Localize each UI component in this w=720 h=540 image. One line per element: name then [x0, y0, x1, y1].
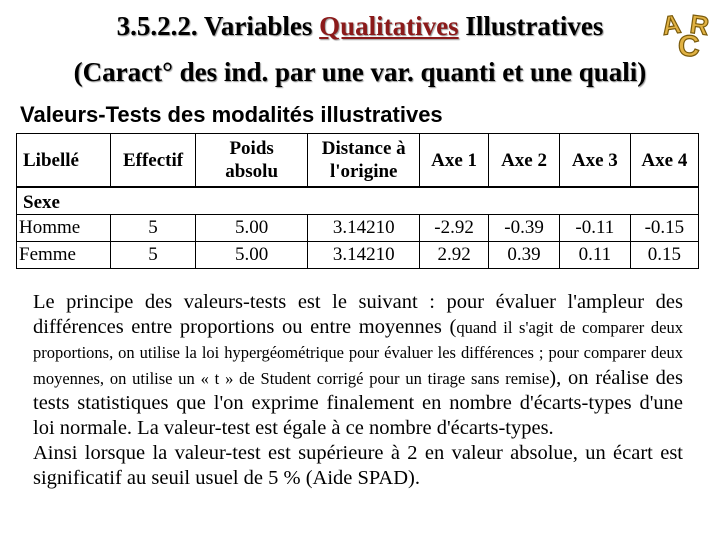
cell-axe-2: 0.39 [489, 242, 560, 269]
table-section-row [17, 187, 699, 215]
header-axe-1: Axe 1 [420, 134, 489, 188]
paragraph-part-3: Ainsi lorsque la valeur-test est supérieure à 2 en valeur absolue, un écart est significatif au seuil usuel de 5 % (Aide SPAD). [33, 442, 683, 490]
cell-axe-3: -0.11 [559, 215, 630, 242]
slide-title-line-1 [0, 10, 720, 42]
logo-letter-c: C [678, 30, 700, 63]
header-poids-absolu: Poids absolu [195, 134, 308, 188]
logo-letter-r: R [688, 8, 711, 42]
cell-axe-1: -2.92 [420, 215, 489, 242]
logo-letter-a: A [659, 8, 683, 41]
cell-effectif: 5 [111, 242, 196, 269]
cell-axe-3: 0.11 [559, 242, 630, 269]
section-label-sexe: Sexe [17, 187, 699, 215]
cell-axe-4: 0.15 [630, 242, 698, 269]
cell-poids-absolu: 5.00 [195, 242, 308, 269]
title-highlight: Qualitatives [319, 11, 459, 41]
slide-title-line-2: (Caract° des ind. par une var. quanti et une quali) [73, 57, 647, 87]
cell-axe-4: -0.15 [630, 215, 698, 242]
cell-axe-2: -0.39 [489, 215, 560, 242]
valeurs-tests-table [16, 133, 699, 269]
header-axe-3: Axe 3 [559, 134, 630, 188]
header-axe-2: Axe 2 [489, 134, 560, 188]
cell-distance: 3.14210 [308, 242, 420, 269]
table-row [17, 242, 699, 269]
cell-libelle: Femme [17, 242, 111, 269]
title-prefix: 3.5.2.2. Variables [116, 11, 320, 41]
header-axe-4: Axe 4 [630, 134, 698, 188]
paragraph-part-2: ), on réalise des tests statistiques que l'on exprime finalement en nombre d'écarts-types d'une loi normale. La valeur-test est égale à ce nombre d'écarts-types. [33, 366, 683, 440]
table-subtitle: Valeurs-Tests des modalités illustratives [20, 102, 443, 127]
paragraph-small-note: quand il s'agit de comparer deux proportions, on utilise la loi hypergéométrique pour évaluer les différences ; pour comparer deux moyennes, on utilise un « t » de Student corrigé pour un tirage sans remise [33, 318, 684, 388]
cell-axe-1: 2.92 [420, 242, 489, 269]
cell-libelle: Homme [17, 215, 111, 242]
header-distance-origine: Distance à l'origine [308, 134, 420, 188]
paragraph-part-1: Le principe des valeurs-tests est le suivant : pour évaluer l'ampleur des différences entre proportions ou entre moyennes ( [33, 291, 683, 339]
header-effectif: Effectif [111, 134, 196, 188]
cell-effectif: 5 [111, 215, 196, 242]
table-header-row [17, 134, 699, 188]
acr-logo-icon [656, 4, 716, 64]
explanation-paragraph [33, 290, 683, 492]
title-suffix: Illustratives [458, 11, 604, 41]
cell-poids-absolu: 5.00 [195, 215, 308, 242]
header-libelle: Libellé [17, 134, 111, 188]
table-row [17, 215, 699, 242]
cell-distance: 3.14210 [308, 215, 420, 242]
